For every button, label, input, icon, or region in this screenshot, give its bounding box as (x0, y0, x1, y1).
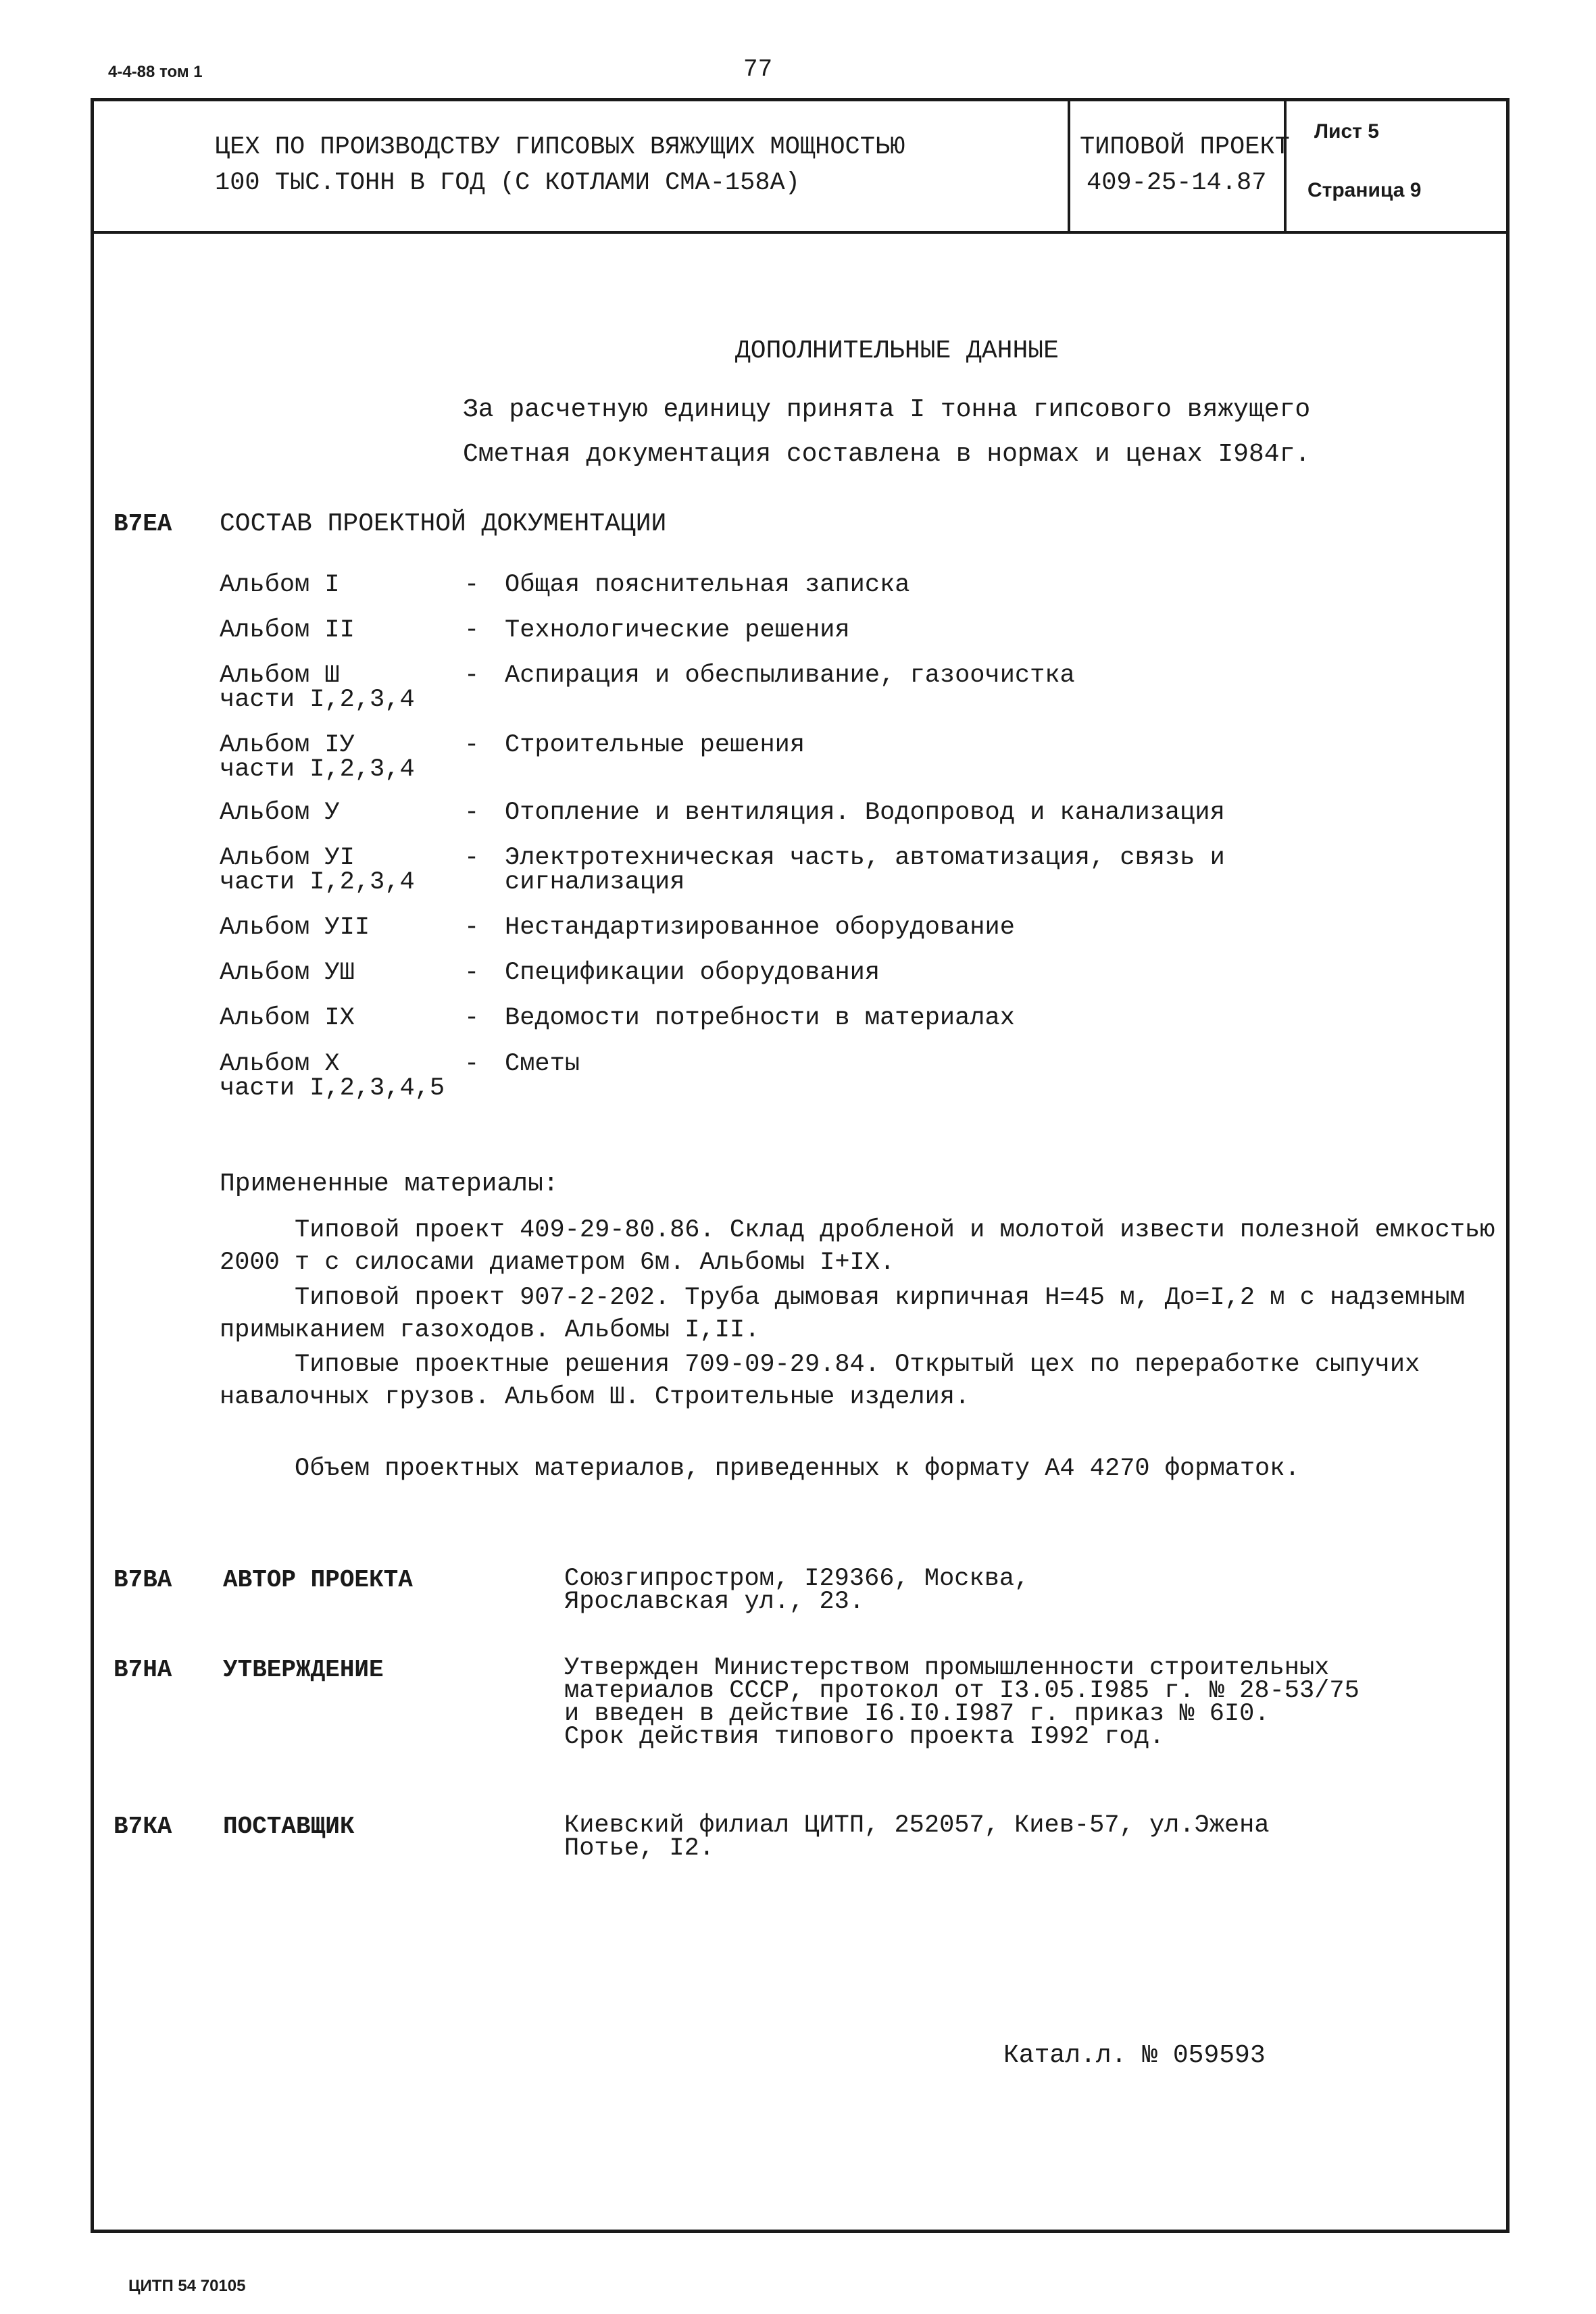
album-name: Альбом УII (220, 913, 370, 942)
page-number: 77 (743, 55, 773, 83)
album-name: Альбом I (220, 571, 340, 599)
composition-title: СОСТАВ ПРОЕКТНОЙ ДОКУМЕНТАЦИИ (220, 509, 667, 538)
album-dash: - (464, 1004, 480, 1032)
album-name: Альбом IX (220, 1004, 355, 1032)
album-name: Альбом У (220, 799, 340, 827)
album-dash: - (464, 731, 480, 759)
composition-code: В7ЕА (114, 510, 172, 538)
album-description: Аспирация и обеспыливание, газоочистка (505, 661, 1075, 690)
album-dash: - (464, 1050, 480, 1078)
approval-label: УТВЕРЖДЕНИЕ (223, 1656, 384, 1684)
author-label: АВТОР ПРОЕКТА (223, 1566, 413, 1594)
header-separator-1 (1068, 98, 1070, 232)
album-description: Общая пояснительная записка (505, 571, 910, 599)
supplier-label: ПОСТАВЩИК (223, 1813, 355, 1840)
album-description: Нестандартизированное оборудование (505, 913, 1015, 942)
author-text: Союзгипростром, I29366, Москва, Ярославская ул., 23. (564, 1565, 1030, 1616)
album-description: Сметы (505, 1050, 580, 1078)
album-name: Альбом УI части I,2,3,4 (220, 844, 415, 897)
album-dash: - (464, 959, 480, 987)
album-name: Альбом II (220, 616, 355, 645)
album-name: Альбом Ш части I,2,3,4 (220, 661, 415, 714)
project-label: ТИПОВОЙ ПРОЕКТ (1080, 133, 1290, 161)
footer-code: ЦИТП 54 70105 (128, 2277, 246, 2295)
material-item-2: Типовой проект 907-2-202. Труба дымовая кирпичная Н=45 м, До=I,2 м с надземным примыканием газоходов. Альбомы I,II. (220, 1284, 1465, 1344)
document-code: 4-4-88 том 1 (108, 63, 203, 81)
header-title-line2: 100 ТЫС.ТОНН В ГОД (С КОТЛАМИ СМА-158А) (215, 169, 800, 197)
album-dash: - (464, 571, 480, 599)
album-description: Строительные решения (505, 731, 805, 759)
album-dash: - (464, 844, 480, 872)
materials-volume: Объем проектных материалов, приведенных к формату А4 4270 форматок. (220, 1455, 1300, 1483)
album-dash: - (464, 616, 480, 645)
album-name: Альбом УШ (220, 959, 355, 987)
album-description: Технологические решения (505, 616, 850, 645)
album-dash: - (464, 661, 480, 690)
album-name: Альбом X части I,2,3,4,5 (220, 1050, 445, 1103)
supplier-code: В7КА (114, 1813, 172, 1840)
unit-line: За расчетную единицу принята I тонна гипсового вяжущего (463, 395, 1311, 424)
album-name: Альбом IУ части I,2,3,4 (220, 731, 415, 784)
header-title-line1: ЦЕХ ПО ПРОИЗВОДСТВУ ГИПСОВЫХ ВЯЖУЩИХ МОЩНОСТЬЮ (215, 133, 905, 161)
album-dash: - (464, 799, 480, 827)
header-divider (91, 231, 1510, 234)
album-description: Отопление и вентиляция. Водопровод и канализация (505, 799, 1225, 827)
author-code: В7ВА (114, 1566, 172, 1594)
material-item-3: Типовые проектные решения 709-09-29.84. Открытый цех по переработке сыпучих навалочных грузов. Альбом Ш. Строительные изделия. (220, 1351, 1420, 1411)
album-description: Электротехническая часть, автоматизация, связь и сигнализация (505, 844, 1225, 897)
sheet-number: Лист 5 (1314, 120, 1379, 143)
catalog-number: Катал.л. № 059593 (1003, 2041, 1266, 2070)
project-number: 409-25-14.87 (1087, 169, 1267, 197)
approval-code: В7НА (114, 1656, 172, 1684)
materials-heading: Примененные материалы: (220, 1169, 559, 1199)
supplier-text: Киевский филиал ЦИТП, 252057, Киев-57, ул.Эжена Потье, I2. (564, 1811, 1270, 1863)
approval-text: Утвержден Министерством промышленности строительных материалов СССР, протокол от I3.05.I985 г. № 28-53/75 и введен в действие I6.I0.I987 г. приказ № 6I0. Срок действия типового проекта I992 год. (564, 1654, 1360, 1751)
estimate-line: Сметная документация составлена в нормах и ценах I984г. (463, 440, 1311, 469)
album-description: Спецификации оборудования (505, 959, 880, 987)
section-heading: ДОПОЛНИТЕЛЬНЫЕ ДАННЫЕ (735, 336, 1059, 366)
page-label: Страница 9 (1307, 179, 1422, 201)
material-item-1: Типовой проект 409-29-80.86. Склад дробленой и молотой извести полезной емкостью 2000 т с силосами диаметром 6м. Альбомы I+IX. (220, 1216, 1495, 1277)
album-description: Ведомости потребности в материалах (505, 1004, 1015, 1032)
album-dash: - (464, 913, 480, 942)
